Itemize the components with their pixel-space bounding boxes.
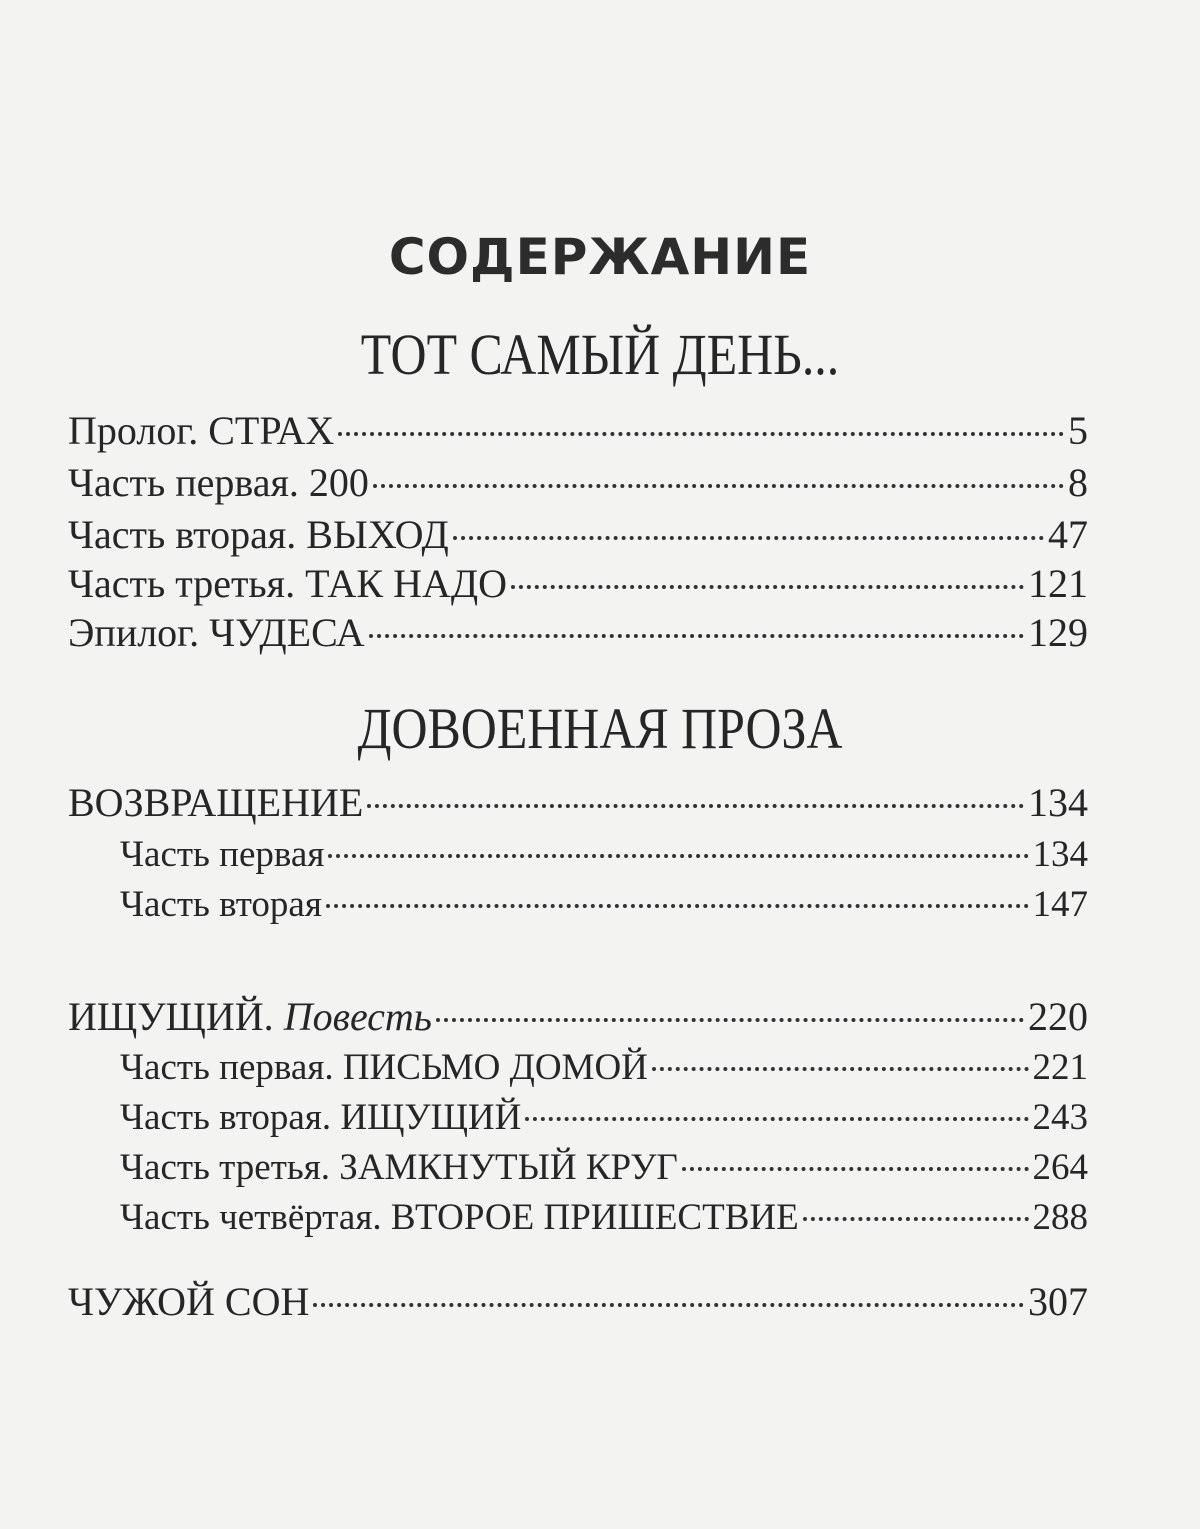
page-title: СОДЕРЖАНИЕ bbox=[388, 228, 812, 286]
toc-entry-page: 220 bbox=[1028, 994, 1088, 1039]
dot-leader bbox=[369, 634, 1024, 638]
toc-subentry bbox=[0, 1043, 1200, 1093]
toc-entry-page: 307 bbox=[1028, 1279, 1088, 1324]
dot-leader bbox=[328, 854, 1028, 858]
dot-leader bbox=[652, 1067, 1029, 1071]
section-title-dovoennaya-proza: ДОВОЕННАЯ ПРОЗА bbox=[357, 696, 843, 761]
dot-leader bbox=[525, 1117, 1028, 1121]
toc-entry-label: ВОЗВРАЩЕНИЕ bbox=[68, 780, 364, 825]
dot-leader bbox=[367, 804, 1024, 808]
section-title-tot-samyi-den: ТОТ САМЫЙ ДЕНЬ... bbox=[360, 322, 840, 387]
toc-entry-label: Часть четвёртая. ВТОРОЕ ПРИШЕСТВИЕ bbox=[120, 1197, 799, 1238]
toc-entry-label: Часть первая. ПИСЬМО ДОМОЙ bbox=[120, 1047, 648, 1088]
toc-entry-label: Часть вторая. ВЫХОД bbox=[68, 512, 449, 557]
toc-entry bbox=[0, 608, 1200, 658]
toc-entry-label: Часть вторая bbox=[120, 884, 322, 925]
toc-entry-label-main: ИЩУЩИЙ. bbox=[68, 994, 274, 1039]
toc-entry bbox=[0, 778, 1200, 828]
toc-entry-label: Часть вторая. ИЩУЩИЙ bbox=[120, 1097, 522, 1138]
toc-entry bbox=[0, 992, 1200, 1042]
dot-leader bbox=[313, 1303, 1024, 1307]
dot-leader bbox=[338, 432, 1064, 436]
toc-entry-page: 5 bbox=[1068, 408, 1088, 453]
toc-entry-label bbox=[68, 992, 432, 1042]
toc-subentry bbox=[0, 880, 1200, 930]
toc-entry-label: Часть третья. ТАК НАДО bbox=[68, 561, 508, 606]
toc-entry-page: 121 bbox=[1028, 561, 1088, 606]
toc-entry-page: 221 bbox=[1032, 1047, 1088, 1088]
dot-leader bbox=[453, 536, 1044, 540]
toc-entry-label: ЧУЖОЙ СОН bbox=[68, 1279, 310, 1324]
toc-entry bbox=[0, 458, 1200, 508]
toc-entry-label-italic: Повесть bbox=[283, 994, 433, 1039]
toc-entry-label: Пролог. СТРАХ bbox=[68, 408, 335, 453]
toc-entry bbox=[0, 1277, 1200, 1327]
toc-entry-label: Часть первая. 200 bbox=[68, 460, 369, 505]
toc-subentry bbox=[0, 1193, 1200, 1243]
toc-subentry bbox=[0, 1093, 1200, 1143]
dot-leader bbox=[511, 585, 1024, 589]
toc-entry-page: 47 bbox=[1048, 512, 1088, 557]
dot-leader bbox=[326, 904, 1029, 908]
toc-entry-label: Часть первая bbox=[120, 834, 325, 875]
toc-entry-label: Часть третья. ЗАМКНУТЫЙ КРУГ bbox=[120, 1147, 678, 1188]
toc-entry bbox=[0, 510, 1200, 560]
toc-entry bbox=[0, 406, 1200, 456]
toc-subentry bbox=[0, 1143, 1200, 1193]
dot-leader bbox=[436, 1018, 1024, 1022]
toc-entry-page: 129 bbox=[1028, 610, 1088, 655]
toc-subentry bbox=[0, 830, 1200, 880]
dot-leader bbox=[373, 484, 1064, 488]
toc-entry-page: 264 bbox=[1032, 1147, 1088, 1188]
toc-entry-page: 8 bbox=[1068, 460, 1088, 505]
toc-entry-label: Эпилог. ЧУДЕСА bbox=[68, 610, 365, 655]
toc-entry-page: 243 bbox=[1032, 1097, 1088, 1138]
toc-entry bbox=[0, 559, 1200, 609]
dot-leader bbox=[682, 1167, 1029, 1171]
dot-leader bbox=[803, 1217, 1029, 1221]
toc-entry-page: 134 bbox=[1028, 780, 1088, 825]
toc-entry-page: 288 bbox=[1032, 1197, 1088, 1238]
toc-entry-page: 134 bbox=[1032, 834, 1088, 875]
toc-entry-page: 147 bbox=[1032, 884, 1088, 925]
